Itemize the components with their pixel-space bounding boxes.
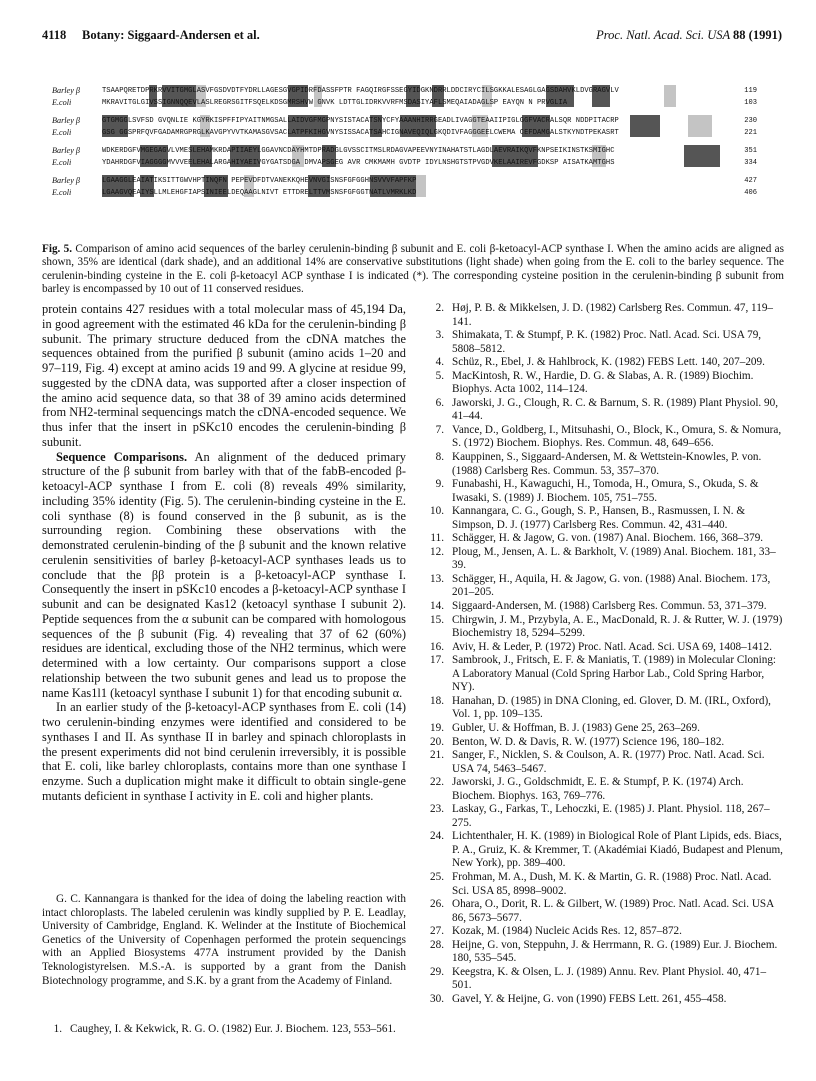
reference-text: Schägger, H. & Jagow, G. von. (1987) Anal. Biochem. 166, 368–379. xyxy=(452,532,764,545)
reference-text: Ohara, O., Dorit, R. L. & Gilbert, W. (1989) Proc. Natl. Acad. Sci. USA 86, 5673–5677. xyxy=(452,898,774,924)
alignment-row-barley xyxy=(52,145,757,157)
reference-item xyxy=(424,600,784,614)
running-header xyxy=(42,28,782,44)
organism-label: Barley β xyxy=(52,176,80,185)
reference-item xyxy=(424,329,784,356)
sequence-text: GTGMGGLSVFSD GVQNLIE KGYRKISPFFIPYAITNMGSALLAIDVGFMGPNYSISTACATSNYCFYAAANHIRRGEADLIVAGGTEAAIIPIGLGGFVACRALSQR NDDPITACRP xyxy=(102,117,619,125)
reference-item xyxy=(424,871,784,898)
organism-label: E.coli xyxy=(52,158,72,167)
reference-number: 13. xyxy=(430,572,444,585)
reference-number: 12. xyxy=(430,545,444,558)
residue-number: 230 xyxy=(744,117,757,125)
paragraph: In an earlier study of the β-ketoacyl-ACP synthases from E. coli (14) two cerulenin-binding enzymes were identified and considered to be synthases I and II. As synthase II in barley and spinach chloroplasts in the present experiments did not bind cerulenin irreversibly, it is possible that E. coli, like barley chloroplasts, contains more than one synthase I enzyme. Such a duplication might make it difficult to obtain single-gene mutants deficient in synthase I activity in E. coli and higher plants. xyxy=(42,700,406,803)
reference-list-right xyxy=(424,302,784,1006)
reference-number: 25. xyxy=(430,870,444,883)
reference-text: Kauppinen, S., Siggaard-Andersen, M. & Wettstein-Knowles, P. von. (1988) Carlsberg Res. Commun. 53, 357–370. xyxy=(452,451,762,477)
reference-list-left xyxy=(42,1023,406,1037)
reference-number: 11. xyxy=(430,532,444,545)
residue-number: 221 xyxy=(744,129,757,137)
reference-item xyxy=(424,898,784,925)
sequence-text: GSG GGSPRFQVFGADAMRGPRGLKAVGPYVVTKAMASGVSACLATPFKIHGVNYSISSACATSAHCIGNAVEQIQLGKQDIVFAGGGEELCWEMA CEFDAMGALSTKYNDTPEKASRT xyxy=(102,129,619,137)
reference-number: 29. xyxy=(430,965,444,978)
reference-item xyxy=(424,302,784,329)
running-authors: Botany: Siggaard-Andersen et al. xyxy=(82,28,260,42)
reference-number: 10. xyxy=(430,505,444,518)
alignment-block-3 xyxy=(52,145,757,169)
reference-number: 20. xyxy=(430,735,444,748)
reference-number: 22. xyxy=(430,776,444,789)
organism-label: Barley β xyxy=(52,116,80,125)
reference-item xyxy=(424,722,784,736)
reference-text: Sambrook, J., Fritsch, E. F. & Maniatis, T. (1989) in Molecular Cloning: A Laboratory Manual (Cold Spring Harbor Lab., Cold Spring Harbor, NY). xyxy=(452,654,777,694)
reference-number: 15. xyxy=(430,613,444,626)
reference-number: 28. xyxy=(430,938,444,951)
alignment-block-4 xyxy=(52,175,757,199)
residue-number: 103 xyxy=(744,99,757,107)
reference-text: Gubler, U. & Hoffman, B. J. (1983) Gene 25, 263–269. xyxy=(452,721,700,734)
alignment-row-barley xyxy=(52,115,757,127)
reference-text: Schüz, R., Ebel, J. & Hahlbrock, K. (1982) FEBS Lett. 140, 207–209. xyxy=(452,356,765,369)
reference-item xyxy=(424,776,784,803)
sequence-text: YDAHRDGFVIAGGGGMVVVEELEHALARGAHIYAEIVGYGATSDGA DMVAPSGEG AVR CMKMAMH GVDTP IDYLNSHGTSTPVGDVKELAAIREVFGDKSP AISATKAMTGHS xyxy=(102,159,615,167)
reference-item xyxy=(424,736,784,750)
page-number: 4118 xyxy=(42,28,67,42)
alignment-row-ecoli xyxy=(52,187,757,199)
organism-label: Barley β xyxy=(52,146,80,155)
reference-text: Hanahan, D. (1985) in DNA Cloning, ed. Glover, D. M. (IRL, Oxford), Vol. 1, pp. 109–135. xyxy=(452,694,771,721)
paragraph-text: An alignment of the deduced primary structure of the β subunit from barley with that of the fabB-encoded β-ketoacyl-ACP synthase I from E. coli (8) reveals 49% similarity, including 35% identity (Fig. 5). The cerulenin-binding cysteine in the E. coli synthase (8) is found conserved in the β subunit, as is the surrounding region. Combining these observations with the demonstrated cerulenin-binding of the β subunit and the known relative cerulenin sensitivities of barley β-ketoacyl-ACP synthases leads us to conclude that the ββ protein is a β-ketoacyl-ACP synthase I. Consequently the insert in pSKc10 encodes a β-ketoacyl-ACP synthase I subunit and can be designated Kas12 (ketoacyl synthase I subunit 2). Peptide sequences from the α subunit can be compared with homologous sequences of the β subunit (Fig. 4) revealing that 37 of 62 (60%) residues are identical, excluding those of the NH2 terminus, which were determined with a low certainty. Our comparisons support a close relationship between the two subunit genes and lead us to propose the name Kas1l1 (ketoacyl synthase I subunit 1) for that encoding subunit α. xyxy=(42,449,406,700)
reference-text: Siggaard-Andersen, M. (1988) Carlsberg Res. Commun. 53, 371–379. xyxy=(452,600,767,613)
reference-text: Sanger, F., Nicklen, S. & Coulson, A. R. (1977) Proc. Natl. Acad. Sci. USA 74, 5463–5467. xyxy=(452,749,765,775)
reference-item xyxy=(424,614,784,641)
body-text-column xyxy=(42,302,406,804)
reference-text: Aviv, H. & Leder, P. (1972) Proc. Natl. Acad. Sci. USA 69, 1408–1412. xyxy=(452,640,772,653)
alignment-block-1 xyxy=(52,85,757,109)
reference-text: Kozak, M. (1984) Nucleic Acids Res. 12, 857–872. xyxy=(452,925,682,938)
reference-number: 5. xyxy=(435,369,444,382)
reference-text: Laskay, G., Farkas, T., Lehoczki, E. (1985) J. Plant. Physiol. 118, 267–275. xyxy=(452,803,770,829)
paragraph xyxy=(42,450,406,701)
reference-text: Chirgwin, J. M., Przybyla, A. E., MacDonald, R. J. & Rutter, W. J. (1979) Biochemistry 18, 5294–5299. xyxy=(452,613,783,640)
sequence-alignment-figure xyxy=(52,85,797,235)
reference-number: 4. xyxy=(435,356,444,369)
reference-number: 26. xyxy=(430,898,444,911)
reference-text: Gavel, Y. & Heijne, G. von (1990) FEBS Lett. 261, 455–458. xyxy=(452,992,727,1005)
reference-text: Heijne, G. von, Steppuhn, J. & Herrmann, R. G. (1989) Eur. J. Biochem. 180, 535–545. xyxy=(452,938,778,965)
reference-text: Shimakata, T. & Stumpf, P. K. (1982) Proc. Natl. Acad. Sci. USA 79, 5808–5812. xyxy=(452,329,762,355)
organism-label: E.coli xyxy=(52,188,72,197)
alignment-block-2 xyxy=(52,115,757,139)
journal-volume: 88 (1991) xyxy=(733,28,782,42)
reference-text: Kannangara, C. G., Gough, S. P., Hansen, B., Rasmussen, I. N. & Simpson, D. J. (1977) Carlsberg Res. Commun. 42, 431–440. xyxy=(452,505,746,531)
reference-text: Schägger, H., Aquila, H. & Jagow, G. von. (1988) Anal. Biochem. 173, 201–205. xyxy=(452,572,771,599)
figure-caption xyxy=(42,243,784,296)
paragraph: protein contains 427 residues with a total molecular mass of 45,194 Da, in good agreement with the estimated 46 kDa for the cerulenin-binding β subunit. The primary structure deduced from the cDNA matches the sequences obtained from the purified β subunit (amino acids 1–20 and 97–119, Fig. 4) except at amino acids 19 and 99. A glycine at residue 99, suggested by the cDNA data, was supported after a closer inspection of the amino acid sequence data, so that 38 of 39 amino acids determined from NH2-terminal sequencings match the cDNA-encoded sequence. We thus infer that the insert in pSKc10 encodes the cerulenin-binding β subunit. xyxy=(42,302,406,449)
alignment-row-barley xyxy=(52,85,757,97)
organism-label: E.coli xyxy=(52,98,72,107)
reference-number: 14. xyxy=(430,600,444,613)
sequence-text: MKRAVITGLGIVSSIGNNQQEVLASLREGRSGITFSQELKDSGMRSHVW GNVK LDTTGLIDRKVVRFMSDASIYAFLSMEQAIADAGLSP EAYQN N PRVGLIA xyxy=(102,99,568,107)
section-heading: Sequence Comparisons. xyxy=(56,449,188,464)
residue-number: 351 xyxy=(744,147,757,155)
alignment-row-ecoli xyxy=(52,157,757,169)
reference-item xyxy=(424,370,784,397)
sequence-text: TSAAPQRETDPRKRVVITGMGLASVFGSDVDTFYDRLLAGESGVGPIDRFDASSFPTR FAGQIRGFSSEGYIDGKNDRRLDDCIRYCILSGKKALESAGLGAGSDAHVKLDVGRAGVLV xyxy=(102,87,619,95)
alignment-row-barley xyxy=(52,175,757,187)
reference-number: 21. xyxy=(430,749,444,762)
reference-number: 30. xyxy=(430,992,444,1005)
residue-number: 406 xyxy=(744,189,757,197)
reference-text: Funabashi, H., Kawaguchi, H., Tomoda, H., Omura, S., Okuda, S. & Iwasaki, S. (1989) J. Biochem. 105, 751–755. xyxy=(452,478,759,504)
reference-number: 1. xyxy=(53,1023,62,1035)
reference-item xyxy=(424,925,784,939)
reference-item xyxy=(424,803,784,830)
alignment-row-ecoli xyxy=(52,97,757,109)
reference-item xyxy=(424,641,784,655)
reference-item xyxy=(424,993,784,1007)
reference-text: Høj, P. B. & Mikkelsen, J. D. (1982) Carlsberg Res. Commun. 47, 119–141. xyxy=(452,302,774,328)
reference-text: Keegstra, K. & Olsen, L. J. (1989) Annu. Rev. Plant Physiol. 40, 471–501. xyxy=(452,965,767,992)
reference-text: Caughey, I. & Kekwick, R. G. O. (1982) Eur. J. Biochem. 123, 553–561. xyxy=(70,1023,396,1035)
organism-label: E.coli xyxy=(52,128,72,137)
sequence-text: WDKERDGFVMGEGAGVLVMESLEHAMKRDAPIIAEYLGGAVNCDAYHMTDPRADGLGVSSCITMSLRDAGVAPEEVNYINAHATSTLAGDLAEVRAIKQVFKNPSEIKINSTKSMIGHC xyxy=(102,147,615,155)
journal-citation xyxy=(596,28,782,43)
reference-item xyxy=(424,830,784,871)
residue-number: 119 xyxy=(744,87,757,95)
residue-number: 427 xyxy=(744,177,757,185)
reference-number: 7. xyxy=(435,423,444,436)
reference-item xyxy=(424,478,784,505)
reference-text: Vance, D., Goldberg, I., Mitsuhashi, O., Block, K., Omura, S. & Nomura, S. (1972) Biochem. Biophys. Res. Commun. 48, 649–656. xyxy=(452,423,782,450)
reference-number: 16. xyxy=(430,640,444,653)
reference-number: 19. xyxy=(430,721,444,734)
reference-item xyxy=(424,573,784,600)
reference-item xyxy=(424,654,784,695)
organism-label: Barley β xyxy=(52,86,80,95)
reference-text: Ploug, M., Jensen, A. L. & Barkholt, V. (1989) Anal. Biochem. 181, 33–39. xyxy=(452,545,776,572)
reference-item xyxy=(424,939,784,966)
reference-item xyxy=(424,695,784,722)
acknowledgments: G. C. Kannangara is thanked for the idea of doing the labeling reaction with intact chloroplasts. The labeled cerulenin was kindly supplied by P. E. Leadlay, University of Cambridge, England. K. Welinder at the Institute of Biochemical Genetics of the University of Copenhagen performed the protein sequencings with an Applied Biosystems 477A instrument provided by the Danish Teknologistyrelsen. M.S.-A. is supported by a grant from the Danish Biotechnology programme, and S.K. by a grant from the Academy of Finland. xyxy=(42,893,406,987)
reference-item xyxy=(424,966,784,993)
reference-number: 2. xyxy=(435,302,444,314)
reference-number: 27. xyxy=(430,925,444,938)
reference-item xyxy=(424,424,784,451)
reference-number: 9. xyxy=(435,478,444,491)
sequence-text: LGAAGVQEAIYSLLMLEHGFIAPSINIEELDEQAAGLNIVT ETTDRELTTVMSNSFGFGGTNATLVMRKLKD xyxy=(102,189,417,197)
reference-item xyxy=(424,397,784,424)
reference-text: Jaworski, J. G., Clough, R. C. & Barnum, S. R. (1989) Plant Physiol. 90, 41–44. xyxy=(452,396,779,423)
residue-number: 334 xyxy=(744,159,757,167)
reference-item xyxy=(424,451,784,478)
reference-item xyxy=(42,1023,406,1037)
reference-number: 23. xyxy=(430,803,444,816)
reference-number: 3. xyxy=(435,329,444,342)
reference-text: MacKintosh, R. W., Hardie, D. G. & Slabas, A. R. (1989) Biochim. Biophys. Acta 1002, 114–124. xyxy=(452,369,754,396)
reference-text: Jaworski, J. G., Goldschmidt, E. E. & Stumpf, P. K. (1974) Arch. Biochem. Biophys. 163, 769–776. xyxy=(452,776,744,802)
journal-name: Proc. Natl. Acad. Sci. USA xyxy=(596,28,730,42)
reference-item xyxy=(424,505,784,532)
figure-label: Fig. 5. xyxy=(42,243,73,255)
reference-number: 24. xyxy=(430,830,444,843)
caption-text: Comparison of amino acid sequences of the barley cerulenin-binding β subunit and E. coli β-ketoacyl-ACP synthase I. When the amino acids are aligned as shown, 35% are identical (dark shade), and an additional 14% are conservative substitutions (light shade) when going from the E. coli to the barley sequence. The cerulenin-binding cysteine in the E. coli β-ketoacyl ACP synthase I is indicated (*). The corresponding cysteine position in the cerulenin-binding β subunit from barley is encompassed by 10 out of 11 conserved residues. xyxy=(42,243,785,295)
reference-item xyxy=(424,749,784,776)
reference-item xyxy=(424,532,784,546)
reference-text: Frohman, M. A., Dush, M. K. & Martin, G. R. (1988) Proc. Natl. Acad. Sci. USA 85, 8998–9002. xyxy=(452,870,772,897)
reference-number: 18. xyxy=(430,694,444,707)
alignment-row-ecoli xyxy=(52,127,757,139)
reference-number: 6. xyxy=(435,396,444,409)
reference-text: Lichtenthaler, H. K. (1989) in Biological Role of Plant Lipids, eds. Biacs, P. A., Gruiz, K. & Kremmer, T. (Akadémiai Kiadó, Budapest and Plenum, New York), pp. 389–400. xyxy=(452,830,783,870)
sequence-text: LGAAGGLEAIATIKSITTGWVHPTINQFN PEPEVDFDTVANEKKQHEVNVGISNSFGFGGHNSVVVFAPFKP xyxy=(102,177,417,185)
reference-number: 8. xyxy=(435,451,444,464)
reference-number: 17. xyxy=(430,654,444,667)
reference-item xyxy=(424,546,784,573)
reference-text: Benton, W. D. & Davis, R. W. (1977) Science 196, 180–182. xyxy=(452,735,725,748)
reference-item xyxy=(424,356,784,370)
